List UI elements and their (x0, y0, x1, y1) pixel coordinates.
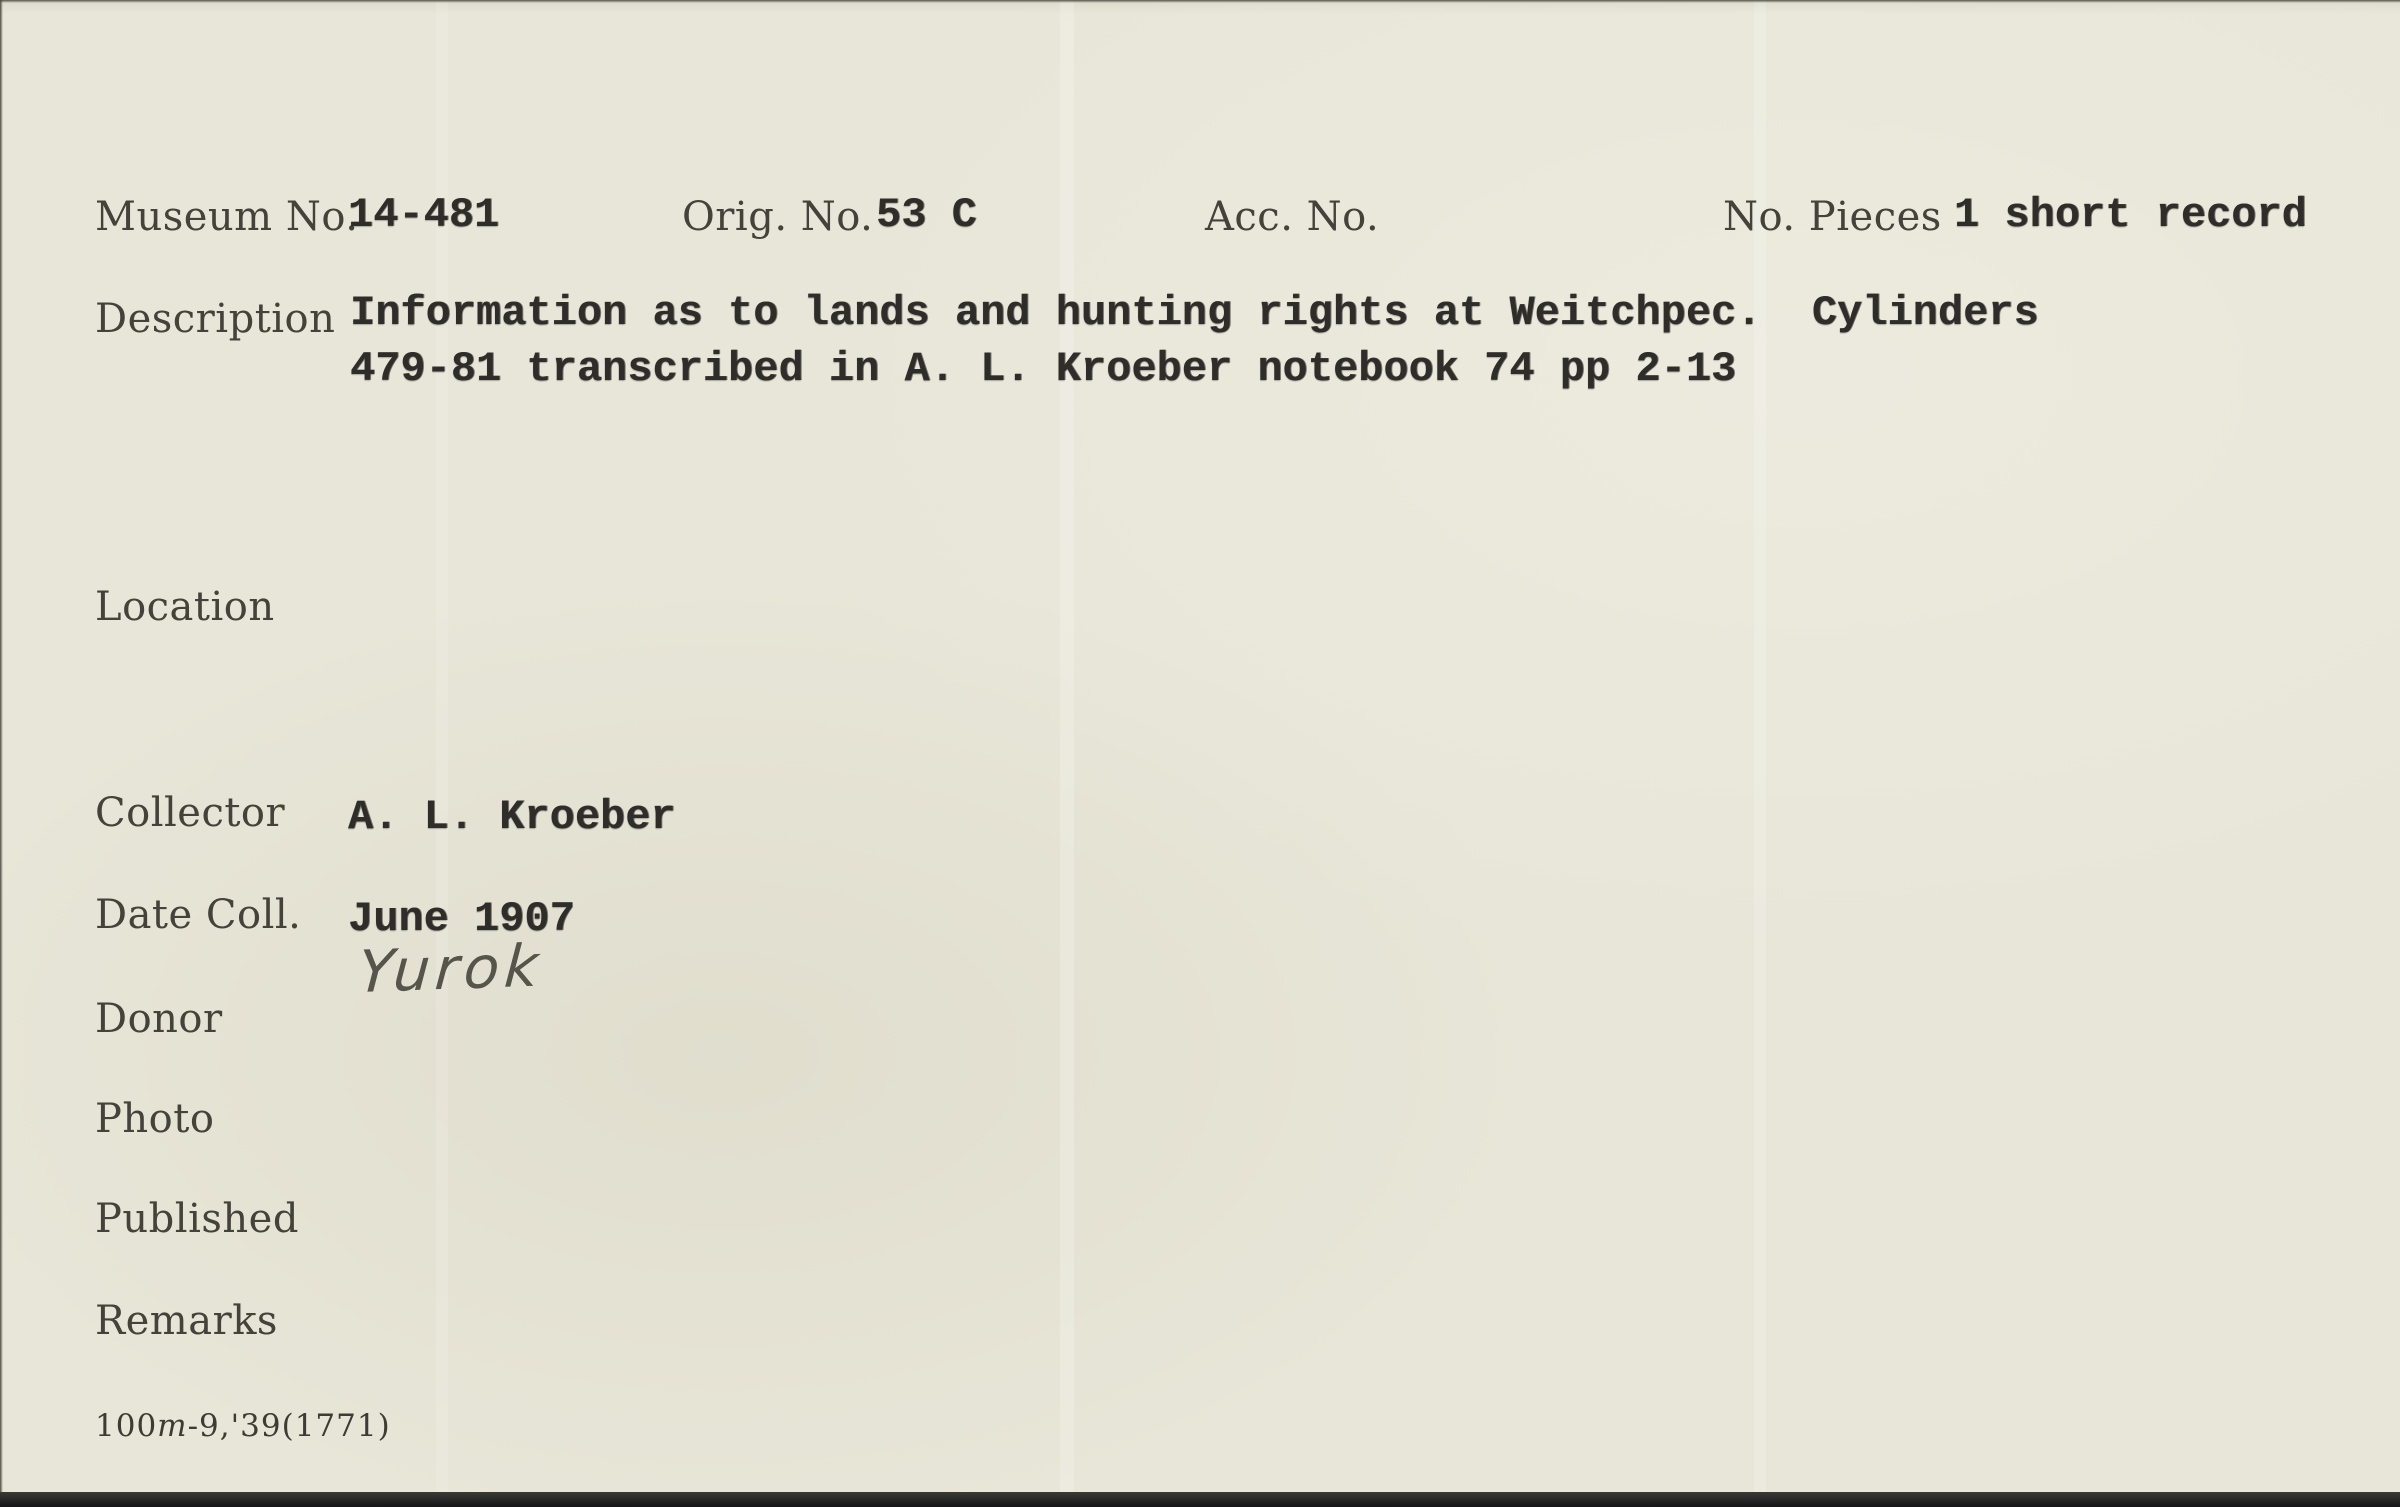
collector-label: Collector (95, 790, 286, 836)
description-line-1: Information as to lands and hunting rights at Weitchpec. Cylinders (350, 289, 2039, 337)
donor-label: Donor (95, 996, 223, 1042)
scan-light-band (1060, 0, 1074, 1507)
no-pieces-value: 1 short record (1954, 191, 2307, 239)
published-label: Published (95, 1196, 299, 1242)
scan-edge-left (0, 0, 3, 1507)
orig-no-label: Orig. No. (682, 194, 874, 240)
acc-no-label: Acc. No. (1205, 194, 1380, 240)
form-code-part2: m (157, 1408, 188, 1444)
date-coll-value: June 1907 (348, 895, 575, 943)
photo-label: Photo (95, 1096, 215, 1142)
location-label: Location (95, 584, 275, 630)
remarks-label: Remarks (95, 1298, 278, 1344)
form-code-part1: 100 (95, 1408, 158, 1444)
scan-edge-top (0, 0, 2400, 3)
date-coll-label: Date Coll. (95, 892, 302, 938)
scan-edge-bottom (0, 1492, 2400, 1507)
form-code-part3: -9,'39(1771) (187, 1408, 391, 1444)
collector-value: A. L. Kroeber (348, 793, 676, 841)
description-label: Description (95, 296, 336, 342)
museum-no-value: 14-481 (348, 191, 500, 239)
form-code (95, 1408, 391, 1444)
description-line-2: 479-81 transcribed in A. L. Kroeber notebook 74 pp 2-13 (350, 345, 1737, 393)
orig-no-value: 53 C (876, 191, 977, 239)
museum-no-label: Museum No. (95, 194, 359, 240)
no-pieces-label: No. Pieces (1723, 194, 1942, 240)
donor-handwritten-value: Yurok (356, 931, 546, 1006)
